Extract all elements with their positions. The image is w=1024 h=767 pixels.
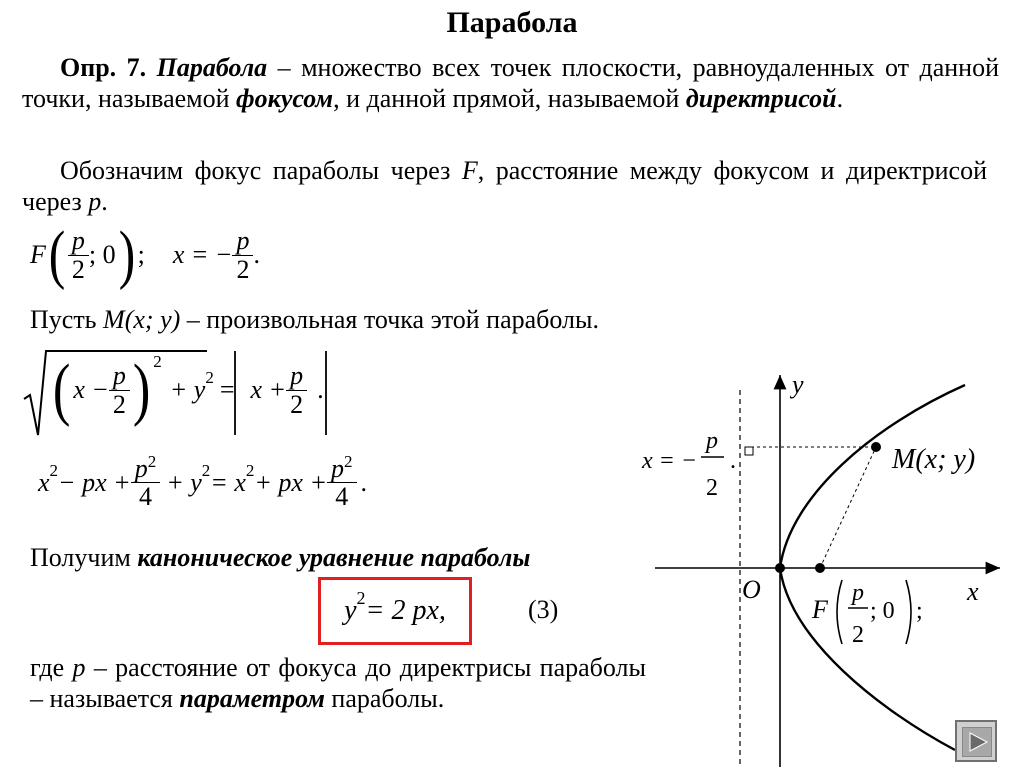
sqrt-exp: 2 (153, 352, 162, 371)
exp-frac-1-sq: 2 (147, 452, 157, 471)
notation-text-2: , расстояние между фокусом и директрисой через (22, 156, 987, 216)
right-angle-marker (745, 447, 753, 455)
parameter-paragraph (30, 652, 646, 714)
param-text-3: параболы. (324, 684, 445, 713)
canonical-y: y (344, 595, 357, 626)
definition-term: Парабола (156, 53, 268, 82)
exp-x2-sq: 2 (245, 460, 255, 480)
sqrt-eq: = (219, 375, 235, 404)
definition-text-1: – множество всех точек плоскости, равноудаленных от данной точки, называемой (22, 53, 999, 113)
formula-den: 2 (71, 254, 85, 284)
sqrt-abs-fraction (286, 362, 307, 418)
exp-x: x (38, 467, 50, 497)
focus-label-zero: ; 0 (870, 598, 895, 624)
param-p: p (72, 653, 86, 682)
formula-F: F (30, 240, 46, 269)
definition-text-2: , и данной прямой, называемой (333, 84, 686, 113)
canonical-line (30, 543, 530, 573)
point-M-line (30, 305, 599, 335)
definition-label: Опр. 7. (60, 53, 147, 82)
exp-frac-1-den: 4 (138, 482, 152, 512)
formula-directrix-lhs: x = − (172, 240, 233, 269)
sqrt-frac-num: p (109, 362, 130, 390)
directrix-label-den: 2 (706, 475, 718, 501)
exp-plus-px: + px + (254, 467, 328, 497)
expanded-equation (38, 452, 368, 512)
exp-frac-2-p: p (331, 454, 345, 483)
distance-to-focus (820, 447, 876, 568)
directrix-label: x = − (642, 448, 698, 474)
definition-paragraph (22, 52, 999, 114)
focus-left-paren (837, 580, 842, 644)
sqrt-equation: ( x − $\frac{p}{2}$ ) 2 + y 2 = x + $\frac{p}{2}$ . (22, 347, 342, 439)
focus-right-paren (906, 580, 911, 644)
notation-text-3: . (101, 187, 108, 216)
point-line-text-2: – произвольная точка этой параболы. (180, 305, 599, 334)
focus-directrix-formula (30, 218, 260, 291)
formula-period: . (253, 240, 260, 269)
sqrt-x-plus: x + (250, 375, 287, 404)
canonical-text-1: Получим (30, 543, 138, 572)
notation-F: F (461, 156, 478, 185)
play-arrow-icon (967, 731, 989, 753)
point-M (871, 442, 881, 452)
sqrt-x-minus: x − (73, 375, 109, 404)
x-axis-label: x (967, 577, 979, 606)
canonical-equation-rest: = 2 px, (365, 595, 446, 626)
exp-frac-1-p: p (134, 454, 148, 483)
parabola-graph (600, 360, 1024, 767)
exp-frac-2 (327, 452, 357, 512)
definition-text-3: . (836, 84, 844, 113)
exp-frac-2-sq: 2 (344, 452, 353, 471)
formula-fraction (68, 227, 89, 283)
formula-directrix-num: p (232, 227, 253, 255)
notation-text-1: Обозначим фокус параболы через (60, 156, 462, 185)
directrix-term: директрисой (685, 84, 837, 113)
point-O (775, 563, 785, 573)
focus-label-den: 2 (852, 622, 864, 648)
exp-period: . (360, 467, 368, 497)
next-slide-button[interactable] (955, 720, 997, 762)
canonical-exp: 2 (356, 587, 366, 608)
param-term: параметром (179, 684, 325, 713)
exp-frac-1 (131, 452, 161, 512)
focus-label-num: p (852, 580, 864, 606)
sqrt-abs-den: 2 (290, 389, 304, 419)
formula-semicolon: ; (137, 240, 145, 269)
point-M-label: M(x; y) (892, 444, 976, 475)
formula-zero: ; 0 (88, 240, 116, 269)
param-text-2: – расстояние от фокуса до директрисы параболы – называется (30, 653, 647, 713)
formula-right-paren: ) (118, 218, 135, 291)
point-line-coords: (x; y) (124, 305, 181, 334)
exp-frac-2-den: 4 (335, 482, 349, 512)
formula-directrix-den: 2 (236, 254, 250, 284)
slide-title: Парабола (446, 6, 578, 39)
sqrt-abs-num: p (286, 362, 307, 390)
formula-directrix-fraction (232, 227, 253, 283)
exp-plus-y: + y (166, 467, 202, 497)
point-line-M: M (103, 305, 125, 334)
exp-eq-x: = x (210, 467, 246, 497)
point-line-text-1: Пусть (30, 305, 104, 334)
directrix-label-num: p (706, 428, 718, 454)
exp-x-sq: 2 (49, 460, 59, 480)
directrix-label-period: . (730, 448, 736, 474)
sqrt-y-exp: 2 (205, 368, 214, 387)
exp-y-sq: 2 (201, 460, 211, 480)
notation-paragraph (22, 155, 987, 217)
focus-label-semicolon: ; (916, 598, 923, 624)
notation-p: p (88, 187, 102, 216)
sqrt-fraction (109, 362, 130, 418)
sqrt-plus-y: + y (169, 375, 206, 404)
equation-number: (3) (528, 595, 559, 624)
point-F (815, 563, 825, 573)
canonical-equation-box (318, 577, 472, 645)
formula-left-paren: ( (48, 218, 66, 291)
focus-term: фокусом (236, 84, 334, 113)
param-text-1: где (30, 653, 73, 682)
origin-label: O (742, 575, 761, 604)
formula-num: p (68, 227, 89, 255)
focus-label: F (812, 595, 828, 624)
canonical-term: каноническое уравнение параболы (137, 543, 531, 572)
y-axis-label: y (792, 370, 804, 399)
sqrt-frac-den: 2 (112, 389, 126, 419)
sqrt-period: . (317, 375, 324, 404)
exp-minus-px: − px + (58, 467, 131, 497)
